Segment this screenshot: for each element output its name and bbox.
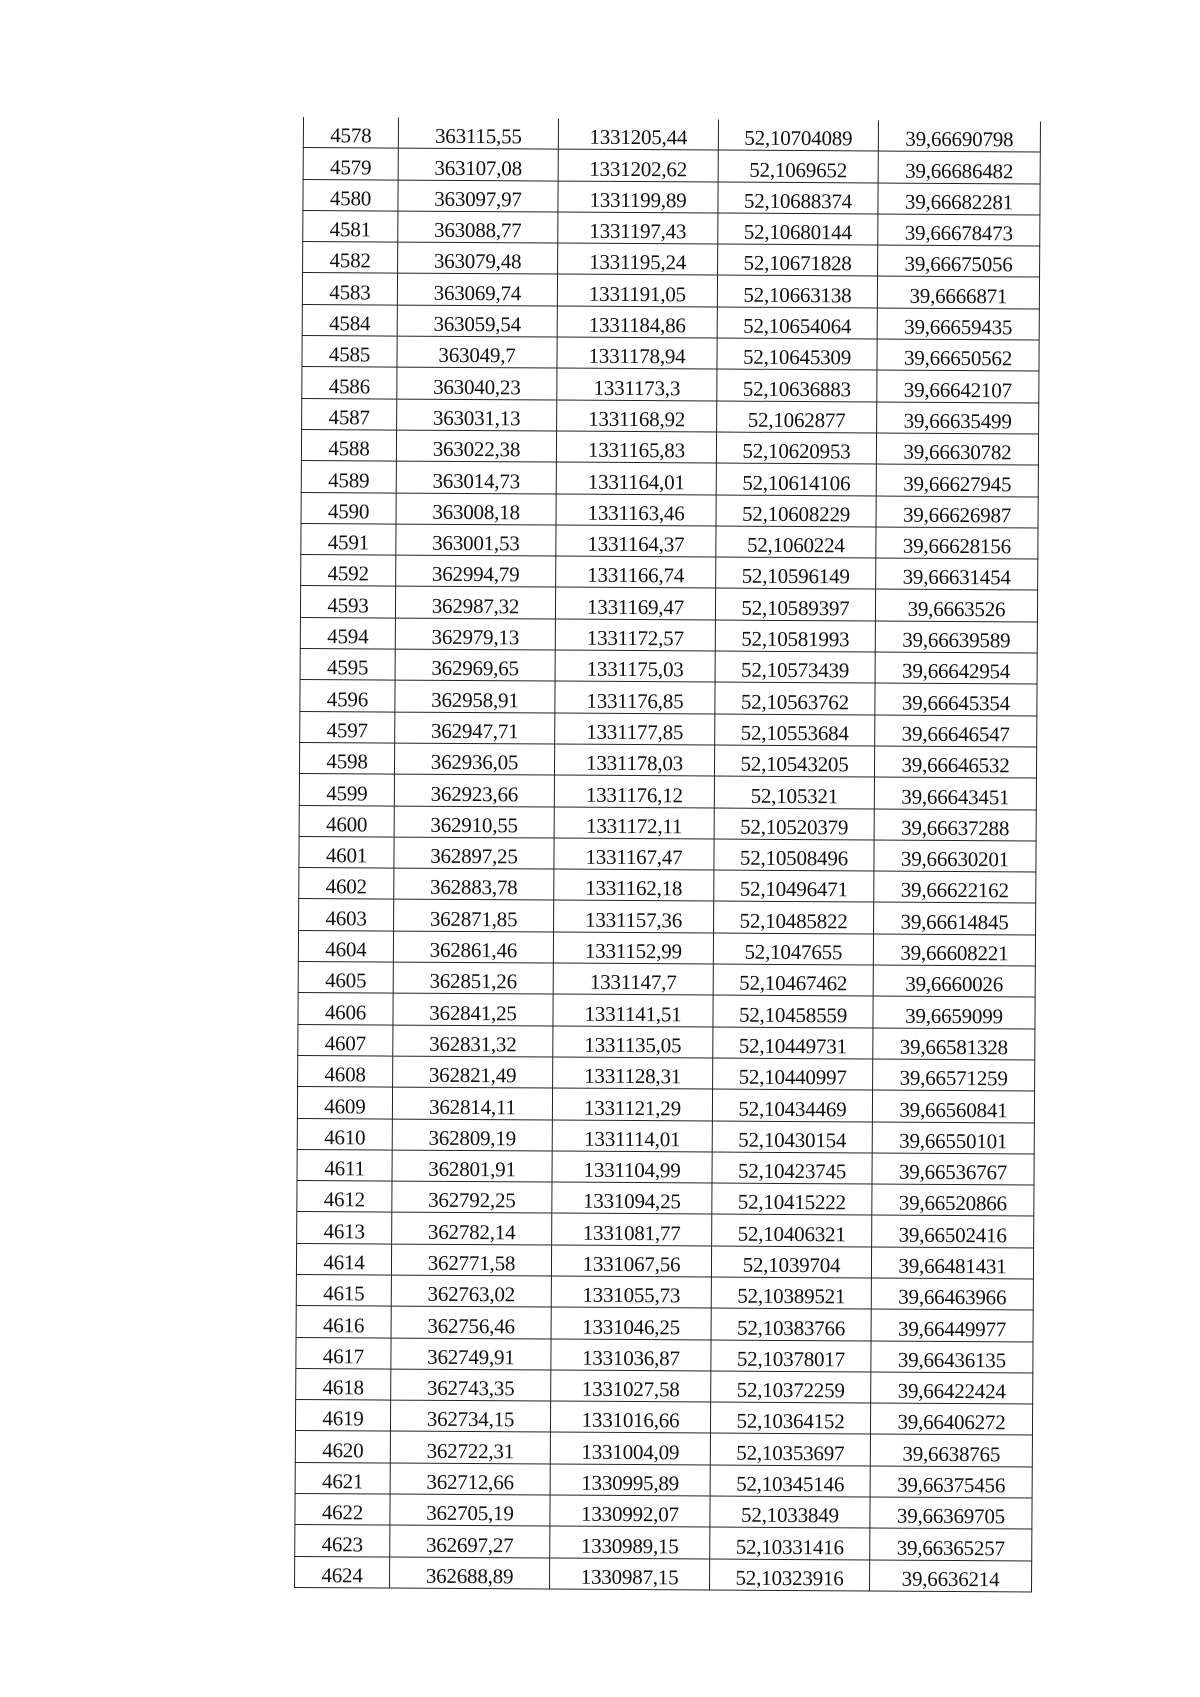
y-coordinate-cell: 1331121,29 xyxy=(552,1088,712,1120)
table-row xyxy=(300,711,1037,747)
table-row xyxy=(300,680,1037,716)
y-coordinate-cell: 1331167,47 xyxy=(554,838,714,870)
longitude-cell: 39,66630782 xyxy=(876,433,1038,465)
point-number-cell: 4597 xyxy=(300,711,395,743)
longitude-cell: 39,66682281 xyxy=(878,183,1040,215)
y-coordinate-cell: 1331114,01 xyxy=(552,1120,712,1152)
x-coordinate-cell: 363079,48 xyxy=(398,242,558,274)
x-coordinate-cell: 362994,79 xyxy=(396,555,556,587)
point-number-cell: 4590 xyxy=(301,492,396,524)
latitude-cell: 52,1047655 xyxy=(713,933,873,965)
latitude-cell: 52,10614106 xyxy=(716,463,876,495)
y-coordinate-cell: 1331169,47 xyxy=(555,588,715,620)
longitude-cell: 39,66520866 xyxy=(872,1184,1034,1216)
y-coordinate-cell: 1331202,62 xyxy=(558,149,718,181)
longitude-cell: 39,66627945 xyxy=(876,464,1038,496)
table-row xyxy=(297,1212,1034,1248)
y-coordinate-cell: 1331191,05 xyxy=(557,275,717,307)
latitude-cell: 52,10563762 xyxy=(715,682,875,714)
point-number-cell: 4594 xyxy=(300,617,395,649)
table-row xyxy=(302,304,1039,340)
table-row xyxy=(301,461,1038,497)
x-coordinate-cell: 362841,25 xyxy=(393,993,553,1025)
x-coordinate-cell: 362756,46 xyxy=(391,1306,551,1338)
coordinates-table-body xyxy=(295,117,1041,1592)
y-coordinate-cell: 1331165,83 xyxy=(556,431,716,463)
latitude-cell: 52,1062877 xyxy=(717,401,877,433)
latitude-cell: 52,10449731 xyxy=(713,1027,873,1059)
latitude-cell: 52,10440997 xyxy=(713,1058,873,1090)
y-coordinate-cell: 1331197,43 xyxy=(558,212,718,244)
table-row xyxy=(298,1024,1035,1060)
longitude-cell: 39,66645354 xyxy=(875,683,1037,715)
longitude-cell: 39,66637288 xyxy=(874,809,1036,841)
longitude-cell: 39,66639589 xyxy=(875,621,1037,653)
point-number-cell: 4612 xyxy=(297,1181,392,1213)
x-coordinate-cell: 362969,65 xyxy=(395,649,555,681)
y-coordinate-cell: 1331147,7 xyxy=(553,963,713,995)
x-coordinate-cell: 362814,11 xyxy=(392,1087,552,1119)
table-row xyxy=(295,1525,1032,1561)
point-number-cell: 4586 xyxy=(302,367,397,399)
point-number-cell: 4593 xyxy=(300,586,395,618)
point-number-cell: 4618 xyxy=(296,1368,391,1400)
longitude-cell: 39,66678473 xyxy=(878,214,1040,246)
y-coordinate-cell: 1331046,25 xyxy=(551,1307,711,1339)
longitude-cell: 39,66690798 xyxy=(878,121,1040,153)
latitude-cell: 52,10353697 xyxy=(710,1433,870,1465)
table-row xyxy=(296,1243,1033,1279)
longitude-cell: 39,66581328 xyxy=(873,1028,1035,1060)
point-number-cell: 4610 xyxy=(297,1118,392,1150)
table-row xyxy=(303,242,1040,278)
x-coordinate-cell: 362871,85 xyxy=(394,899,554,931)
latitude-cell: 52,10364152 xyxy=(710,1402,870,1434)
point-number-cell: 4585 xyxy=(302,336,397,368)
longitude-cell: 39,66375456 xyxy=(870,1466,1032,1498)
table-row xyxy=(297,1149,1034,1185)
y-coordinate-cell: 1331177,85 xyxy=(555,713,715,745)
x-coordinate-cell: 362722,31 xyxy=(390,1432,550,1464)
x-coordinate-cell: 362923,66 xyxy=(394,774,554,806)
table-row xyxy=(295,1431,1032,1467)
table-row xyxy=(296,1368,1033,1404)
point-number-cell: 4599 xyxy=(299,774,394,806)
latitude-cell: 52,10372259 xyxy=(711,1371,871,1403)
point-number-cell: 4615 xyxy=(296,1274,391,1306)
latitude-cell: 52,10434469 xyxy=(712,1089,872,1121)
table-row xyxy=(301,429,1038,465)
table-row xyxy=(302,398,1039,434)
latitude-cell: 52,10496471 xyxy=(714,870,874,902)
table-row xyxy=(300,649,1037,685)
x-coordinate-cell: 362861,46 xyxy=(393,931,553,963)
x-coordinate-cell: 363031,13 xyxy=(397,399,557,431)
longitude-cell: 39,66686482 xyxy=(878,151,1040,183)
point-number-cell: 4623 xyxy=(295,1525,390,1557)
x-coordinate-cell: 362936,05 xyxy=(394,743,554,775)
point-number-cell: 4595 xyxy=(300,649,395,681)
longitude-cell: 39,66622162 xyxy=(874,871,1036,903)
point-number-cell: 4580 xyxy=(303,179,398,211)
longitude-cell: 39,6638765 xyxy=(870,1434,1032,1466)
latitude-cell: 52,10645309 xyxy=(717,338,877,370)
table-row xyxy=(299,805,1036,841)
latitude-cell: 52,10467462 xyxy=(713,964,873,996)
point-number-cell: 4591 xyxy=(301,523,396,555)
point-number-cell: 4616 xyxy=(296,1306,391,1338)
y-coordinate-cell: 1330989,15 xyxy=(550,1526,710,1558)
longitude-cell: 39,66659435 xyxy=(877,308,1039,340)
point-number-cell: 4620 xyxy=(295,1431,390,1463)
latitude-cell: 52,10520379 xyxy=(714,808,874,840)
point-number-cell: 4617 xyxy=(296,1337,391,1369)
y-coordinate-cell: 1331055,73 xyxy=(551,1276,711,1308)
x-coordinate-cell: 362734,15 xyxy=(390,1400,550,1432)
longitude-cell: 39,66550101 xyxy=(872,1121,1034,1153)
latitude-cell: 52,10485822 xyxy=(714,901,874,933)
point-number-cell: 4582 xyxy=(303,242,398,274)
y-coordinate-cell: 1331184,86 xyxy=(557,306,717,338)
y-coordinate-cell: 1331205,44 xyxy=(558,119,718,151)
y-coordinate-cell: 1331195,24 xyxy=(558,243,718,275)
longitude-cell: 39,6660026 xyxy=(873,965,1035,997)
latitude-cell: 52,10608229 xyxy=(716,495,876,527)
longitude-cell: 39,66481431 xyxy=(871,1247,1033,1279)
longitude-cell: 39,66646547 xyxy=(875,715,1037,747)
longitude-cell: 39,66369705 xyxy=(870,1497,1032,1529)
x-coordinate-cell: 362743,35 xyxy=(391,1369,551,1401)
table-row xyxy=(299,836,1036,872)
point-number-cell: 4583 xyxy=(302,273,397,305)
latitude-cell: 52,10680144 xyxy=(718,213,878,245)
x-coordinate-cell: 363008,18 xyxy=(396,493,556,525)
table-row xyxy=(303,148,1040,184)
point-number-cell: 4603 xyxy=(299,899,394,931)
table-row xyxy=(302,336,1039,372)
longitude-cell: 39,66642954 xyxy=(875,652,1037,684)
x-coordinate-cell: 363022,38 xyxy=(396,430,556,462)
latitude-cell: 52,10331416 xyxy=(710,1527,870,1559)
coordinates-table xyxy=(294,117,1041,1592)
y-coordinate-cell: 1330995,89 xyxy=(550,1464,710,1496)
x-coordinate-cell: 362821,49 xyxy=(393,1056,553,1088)
y-coordinate-cell: 1331157,36 xyxy=(554,900,714,932)
table-row xyxy=(298,1055,1035,1091)
longitude-cell: 39,66365257 xyxy=(870,1528,1032,1560)
latitude-cell: 52,10508496 xyxy=(714,839,874,871)
longitude-cell: 39,66502416 xyxy=(872,1215,1034,1247)
x-coordinate-cell: 363059,54 xyxy=(397,305,557,337)
point-number-cell: 4602 xyxy=(299,868,394,900)
longitude-cell: 39,66608221 xyxy=(873,934,1035,966)
point-number-cell: 4581 xyxy=(303,210,398,242)
latitude-cell: 52,10636883 xyxy=(717,369,877,401)
y-coordinate-cell: 1331176,12 xyxy=(554,775,714,807)
point-number-cell: 4621 xyxy=(295,1462,390,1494)
point-number-cell: 4596 xyxy=(300,680,395,712)
x-coordinate-cell: 362782,14 xyxy=(392,1212,552,1244)
x-coordinate-cell: 363014,73 xyxy=(396,461,556,493)
longitude-cell: 39,6666871 xyxy=(877,276,1039,308)
latitude-cell: 52,10389521 xyxy=(711,1277,871,1309)
x-coordinate-cell: 362809,19 xyxy=(392,1119,552,1151)
y-coordinate-cell: 1331172,11 xyxy=(554,807,714,839)
x-coordinate-cell: 362792,25 xyxy=(392,1181,552,1213)
latitude-cell: 52,1069652 xyxy=(718,150,878,182)
point-number-cell: 4611 xyxy=(297,1149,392,1181)
table-row xyxy=(303,210,1040,246)
table-row xyxy=(296,1274,1033,1310)
longitude-cell: 39,66536767 xyxy=(872,1153,1034,1185)
y-coordinate-cell: 1331094,25 xyxy=(552,1182,712,1214)
table-row xyxy=(296,1337,1033,1373)
y-coordinate-cell: 1331004,09 xyxy=(550,1433,710,1465)
latitude-cell: 52,10383766 xyxy=(711,1308,871,1340)
x-coordinate-cell: 362749,91 xyxy=(391,1338,551,1370)
x-coordinate-cell: 362771,58 xyxy=(391,1244,551,1276)
y-coordinate-cell: 1331176,85 xyxy=(555,681,715,713)
latitude-cell: 52,10430154 xyxy=(712,1121,872,1153)
point-number-cell: 4588 xyxy=(301,429,396,461)
y-coordinate-cell: 1331178,03 xyxy=(554,744,714,776)
table-row xyxy=(301,523,1038,559)
longitude-cell: 39,66631454 xyxy=(876,558,1038,590)
latitude-cell: 52,10378017 xyxy=(711,1340,871,1372)
y-coordinate-cell: 1331166,74 xyxy=(556,556,716,588)
longitude-cell: 39,66626987 xyxy=(876,496,1038,528)
table-row xyxy=(295,1556,1032,1592)
longitude-cell: 39,6659099 xyxy=(873,996,1035,1028)
point-number-cell: 4609 xyxy=(297,1087,392,1119)
table-row xyxy=(303,117,1040,152)
y-coordinate-cell: 1331104,99 xyxy=(552,1151,712,1183)
table-row xyxy=(295,1400,1032,1436)
table-row xyxy=(299,899,1036,935)
y-coordinate-cell: 1331027,58 xyxy=(551,1370,711,1402)
latitude-cell: 52,10688374 xyxy=(718,182,878,214)
latitude-cell: 52,10423745 xyxy=(712,1152,872,1184)
latitude-cell: 52,10620953 xyxy=(716,432,876,464)
x-coordinate-cell: 363049,7 xyxy=(397,336,557,368)
point-number-cell: 4619 xyxy=(295,1400,390,1432)
longitude-cell: 39,66642107 xyxy=(877,370,1039,402)
table-row xyxy=(301,555,1038,591)
x-coordinate-cell: 363069,74 xyxy=(397,274,557,306)
longitude-cell: 39,66560841 xyxy=(872,1090,1034,1122)
x-coordinate-cell: 362705,19 xyxy=(390,1494,550,1526)
table-row xyxy=(297,1181,1034,1217)
y-coordinate-cell: 1331168,92 xyxy=(557,400,717,432)
x-coordinate-cell: 362958,91 xyxy=(395,680,555,712)
latitude-cell: 52,10581993 xyxy=(715,620,875,652)
point-number-cell: 4598 xyxy=(299,742,394,774)
point-number-cell: 4600 xyxy=(299,805,394,837)
latitude-cell: 52,10596149 xyxy=(716,557,876,589)
x-coordinate-cell: 362883,78 xyxy=(394,868,554,900)
x-coordinate-cell: 363097,97 xyxy=(398,180,558,212)
x-coordinate-cell: 362897,25 xyxy=(394,837,554,869)
longitude-cell: 39,66571259 xyxy=(873,1059,1035,1091)
y-coordinate-cell: 1330992,07 xyxy=(550,1495,710,1527)
y-coordinate-cell: 1331152,99 xyxy=(553,932,713,964)
longitude-cell: 39,66628156 xyxy=(876,527,1038,559)
longitude-cell: 39,66436135 xyxy=(871,1341,1033,1373)
x-coordinate-cell: 362831,32 xyxy=(393,1025,553,1057)
latitude-cell: 52,10553684 xyxy=(715,714,875,746)
y-coordinate-cell: 1331163,46 xyxy=(556,494,716,526)
longitude-cell: 39,66449977 xyxy=(871,1309,1033,1341)
x-coordinate-cell: 362712,66 xyxy=(390,1463,550,1495)
point-number-cell: 4624 xyxy=(295,1556,390,1588)
table-row xyxy=(299,742,1036,778)
x-coordinate-cell: 363107,08 xyxy=(398,148,558,180)
longitude-cell: 39,6636214 xyxy=(870,1560,1032,1592)
latitude-cell: 52,1060224 xyxy=(716,526,876,558)
y-coordinate-cell: 1331164,01 xyxy=(556,462,716,494)
latitude-cell: 52,10543205 xyxy=(714,745,874,777)
table-row xyxy=(302,273,1039,309)
longitude-cell: 39,66614845 xyxy=(874,902,1036,934)
latitude-cell: 52,10415222 xyxy=(712,1183,872,1215)
y-coordinate-cell: 1331016,66 xyxy=(550,1401,710,1433)
point-number-cell: 4592 xyxy=(301,555,396,587)
latitude-cell: 52,1039704 xyxy=(711,1246,871,1278)
y-coordinate-cell: 1331172,57 xyxy=(555,619,715,651)
latitude-cell: 52,10573439 xyxy=(715,651,875,683)
y-coordinate-cell: 1331173,3 xyxy=(557,368,717,400)
y-coordinate-cell: 1331141,51 xyxy=(553,994,713,1026)
latitude-cell: 52,10323916 xyxy=(710,1559,870,1591)
latitude-cell: 52,10458559 xyxy=(713,995,873,1027)
y-coordinate-cell: 1331036,87 xyxy=(551,1339,711,1371)
longitude-cell: 39,6663526 xyxy=(875,589,1037,621)
point-number-cell: 4607 xyxy=(298,1024,393,1056)
x-coordinate-cell: 362979,13 xyxy=(395,618,555,650)
x-coordinate-cell: 363040,23 xyxy=(397,367,557,399)
table-row xyxy=(295,1494,1032,1530)
x-coordinate-cell: 362851,26 xyxy=(393,962,553,994)
latitude-cell: 52,1033849 xyxy=(710,1496,870,1528)
latitude-cell: 52,10654064 xyxy=(717,307,877,339)
longitude-cell: 39,66406272 xyxy=(870,1403,1032,1435)
table-row xyxy=(298,930,1035,966)
latitude-cell: 52,10663138 xyxy=(717,276,877,308)
x-coordinate-cell: 363088,77 xyxy=(398,211,558,243)
x-coordinate-cell: 362697,27 xyxy=(390,1525,550,1557)
point-number-cell: 4604 xyxy=(298,930,393,962)
point-number-cell: 4613 xyxy=(297,1212,392,1244)
x-coordinate-cell: 363001,53 xyxy=(396,524,556,556)
y-coordinate-cell: 1331164,37 xyxy=(556,525,716,557)
table-row xyxy=(297,1087,1034,1123)
table-row xyxy=(301,492,1038,528)
point-number-cell: 4584 xyxy=(302,304,397,336)
y-coordinate-cell: 1330987,15 xyxy=(550,1558,710,1590)
y-coordinate-cell: 1331067,56 xyxy=(551,1245,711,1277)
latitude-cell: 52,10345146 xyxy=(710,1465,870,1497)
x-coordinate-cell: 363115,55 xyxy=(398,118,558,150)
point-number-cell: 4606 xyxy=(298,993,393,1025)
y-coordinate-cell: 1331178,94 xyxy=(557,337,717,369)
y-coordinate-cell: 1331135,05 xyxy=(553,1026,713,1058)
point-number-cell: 4589 xyxy=(301,461,396,493)
point-number-cell: 4614 xyxy=(296,1243,391,1275)
x-coordinate-cell: 362947,71 xyxy=(395,712,555,744)
point-number-cell: 4587 xyxy=(302,398,397,430)
point-number-cell: 4601 xyxy=(299,836,394,868)
x-coordinate-cell: 362688,89 xyxy=(390,1557,550,1589)
y-coordinate-cell: 1331199,89 xyxy=(558,181,718,213)
longitude-cell: 39,66635499 xyxy=(877,402,1039,434)
longitude-cell: 39,66422424 xyxy=(871,1372,1033,1404)
longitude-cell: 39,66643451 xyxy=(874,777,1036,809)
x-coordinate-cell: 362763,02 xyxy=(391,1275,551,1307)
table-row xyxy=(300,586,1037,622)
longitude-cell: 39,66463966 xyxy=(871,1278,1033,1310)
table-row xyxy=(297,1118,1034,1154)
table-row xyxy=(295,1462,1032,1498)
table-row xyxy=(299,868,1036,904)
point-number-cell: 4579 xyxy=(303,148,398,180)
longitude-cell: 39,66646532 xyxy=(874,746,1036,778)
latitude-cell: 52,10671828 xyxy=(718,244,878,276)
table-row xyxy=(298,993,1035,1029)
table-row xyxy=(298,962,1035,998)
table-row xyxy=(300,617,1037,653)
table-row xyxy=(303,179,1040,215)
latitude-cell: 52,105321 xyxy=(714,776,874,808)
table-row xyxy=(296,1306,1033,1342)
latitude-cell: 52,10406321 xyxy=(712,1214,872,1246)
table-row xyxy=(302,367,1039,403)
y-coordinate-cell: 1331081,77 xyxy=(552,1213,712,1245)
point-number-cell: 4578 xyxy=(303,117,398,148)
table-row xyxy=(299,774,1036,810)
point-number-cell: 4608 xyxy=(298,1055,393,1087)
y-coordinate-cell: 1331128,31 xyxy=(553,1057,713,1089)
x-coordinate-cell: 362910,55 xyxy=(394,806,554,838)
latitude-cell: 52,10589397 xyxy=(715,588,875,620)
coordinates-table-wrapper xyxy=(294,117,1040,1592)
y-coordinate-cell: 1331175,03 xyxy=(555,650,715,682)
point-number-cell: 4622 xyxy=(295,1494,390,1526)
x-coordinate-cell: 362801,91 xyxy=(392,1150,552,1182)
y-coordinate-cell: 1331162,18 xyxy=(554,869,714,901)
longitude-cell: 39,66630201 xyxy=(874,840,1036,872)
x-coordinate-cell: 362987,32 xyxy=(395,587,555,619)
longitude-cell: 39,66650562 xyxy=(877,339,1039,371)
point-number-cell: 4605 xyxy=(298,962,393,994)
longitude-cell: 39,66675056 xyxy=(878,245,1040,277)
latitude-cell: 52,10704089 xyxy=(718,120,878,152)
